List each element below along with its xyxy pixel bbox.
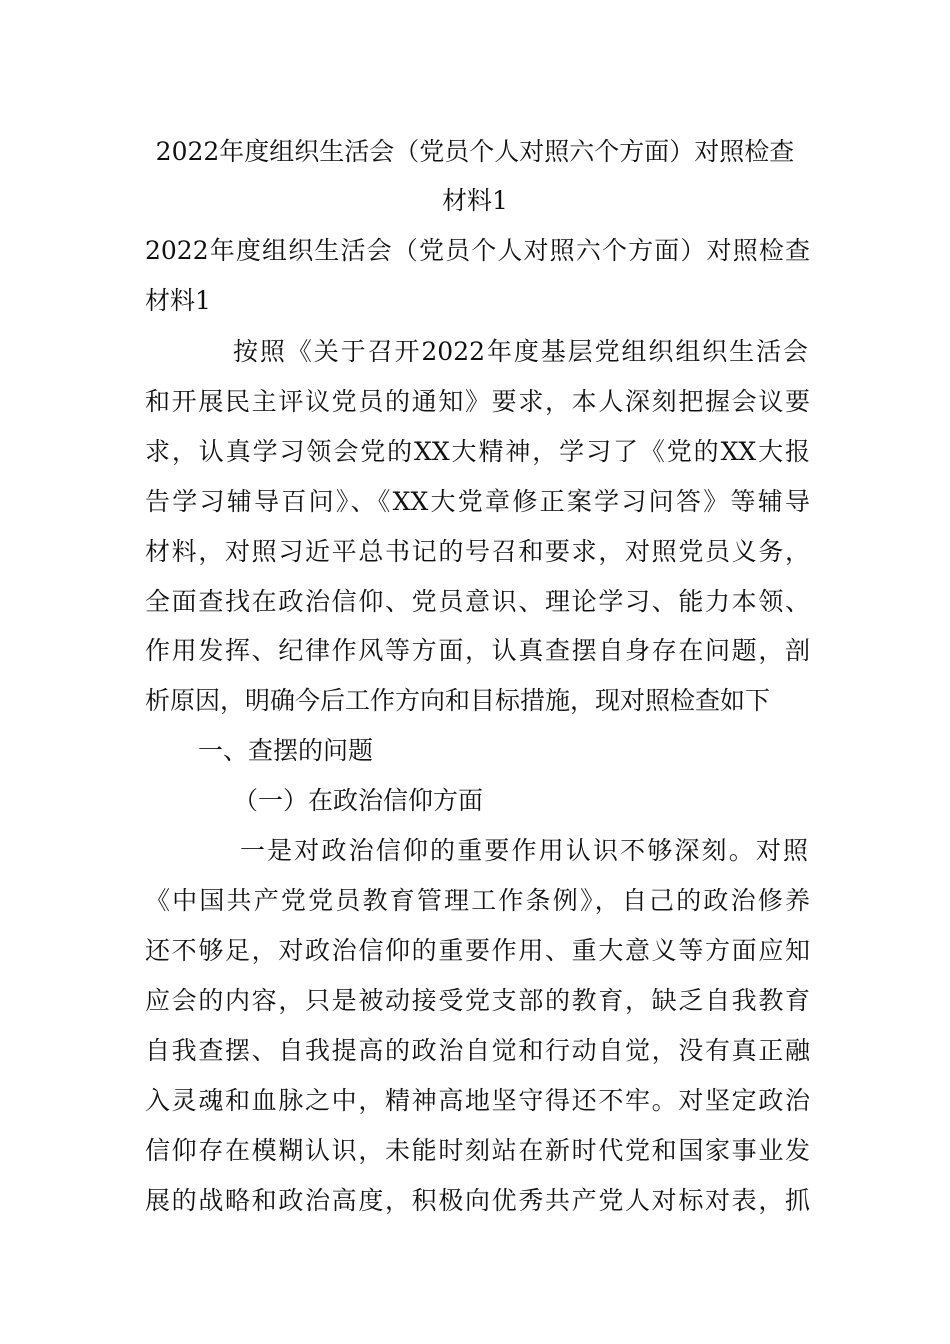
intro-paragraph-line: 析原因，明确今后工作方向和目标措施，现对照检查如下: [145, 686, 771, 715]
body-paragraph-line: 《中国共产党党员教育管理工作条例》，自己的政治修养: [145, 886, 810, 915]
document-subtitle-line-1: 2022年度组织生活会（党员个人对照六个方面）对照检查: [145, 236, 810, 265]
document-title-line-2: 材料1: [442, 186, 508, 215]
intro-paragraph-line: 告学习辅导百问》、《XX大党章修正案学习问答》等辅导: [145, 487, 810, 516]
body-paragraph-line: 入灵魂和血脉之中，精神高地坚守得还不牢。对坚定政治: [145, 1086, 810, 1115]
body-paragraph-line: 还不够足，对政治信仰的重要作用、重大意义等方面应知: [145, 936, 810, 965]
intro-paragraph-line: 按照《关于召开2022年度基层党组织组织生活会: [233, 337, 808, 366]
subsection-heading: （一）在政治信仰方面: [233, 786, 484, 815]
intro-paragraph-line: 作用发挥、纪律作风等方面，认真查摆自身存在问题，剖: [145, 636, 810, 665]
body-paragraph-line: 展的战略和政治高度，积极向优秀共产党人对标对表，抓: [145, 1186, 810, 1215]
body-paragraph-line: 信仰存在模糊认识，未能时刻站在新时代党和国家事业发: [145, 1136, 810, 1165]
body-paragraph-line: 一是对政治信仰的重要作用认识不够深刻。对照: [240, 836, 808, 865]
intro-paragraph-line: 求，认真学习领会党的XX大精神，学习了《党的XX大报: [145, 437, 810, 466]
document-subtitle-line-2: 材料1: [145, 286, 211, 315]
document-title-line-1: 2022年度组织生活会（党员个人对照六个方面）对照检查: [155, 137, 795, 166]
body-paragraph-line: 自我查摆、自我提高的政治自觉和行动自觉，没有真正融: [145, 1036, 810, 1065]
intro-paragraph-line: 全面查找在政治信仰、党员意识、理论学习、能力本领、: [145, 587, 810, 616]
intro-paragraph-line: 材料，对照习近平总书记的号召和要求，对照党员义务，: [145, 537, 810, 566]
section-heading: 一、查摆的问题: [198, 736, 374, 765]
body-paragraph-line: 应会的内容，只是被动接受党支部的教育，缺乏自我教育: [145, 986, 810, 1015]
intro-paragraph-line: 和开展民主评议党员的通知》要求，本人深刻把握会议要: [145, 387, 810, 416]
